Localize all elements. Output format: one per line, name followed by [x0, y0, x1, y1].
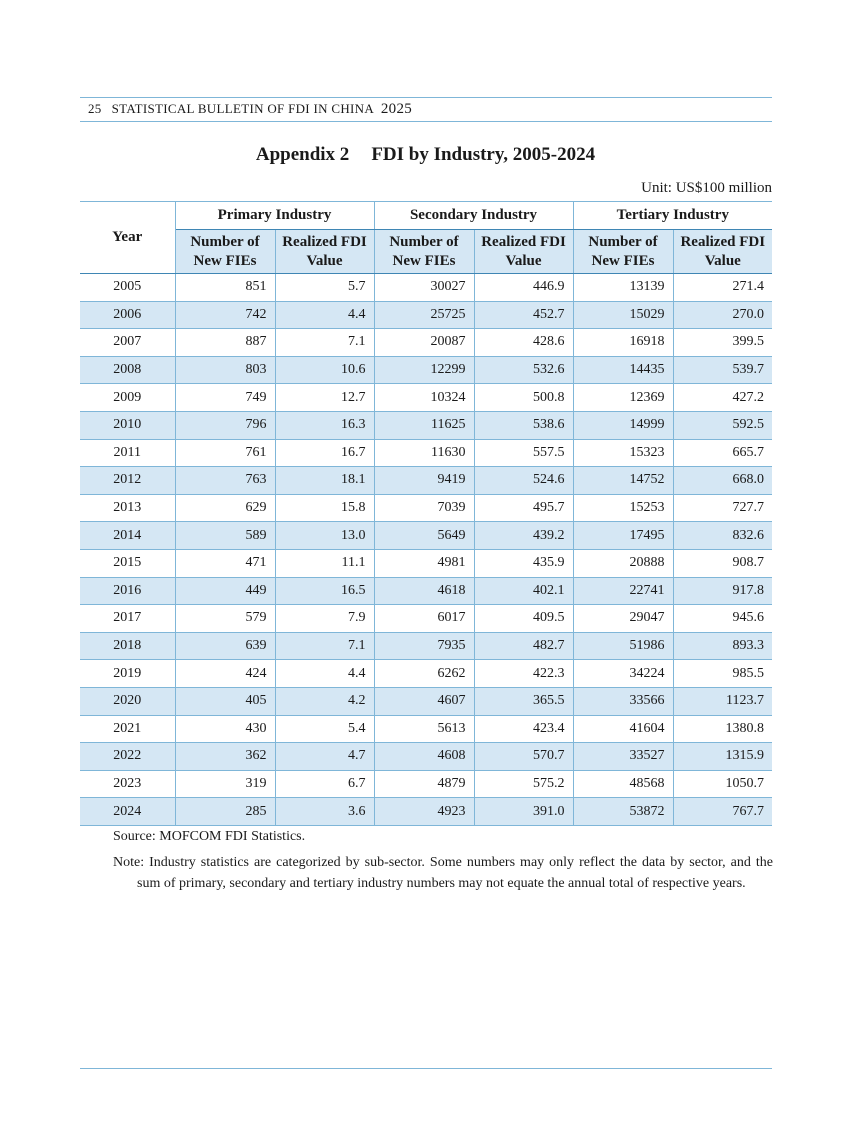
value-cell: 365.5 [474, 687, 573, 715]
value-cell: 11630 [374, 439, 474, 467]
value-cell: 15.8 [275, 494, 374, 522]
value-cell: 4607 [374, 687, 474, 715]
value-cell: 10324 [374, 384, 474, 412]
year-cell: 2007 [80, 329, 175, 357]
value-cell: 6017 [374, 605, 474, 633]
year-cell: 2011 [80, 439, 175, 467]
value-cell: 20888 [573, 549, 673, 577]
value-cell: 33566 [573, 687, 673, 715]
value-cell: 727.7 [673, 494, 772, 522]
year-cell: 2012 [80, 467, 175, 495]
subheader-line: Value [704, 252, 741, 269]
subheader-line: New FIEs [392, 252, 456, 269]
value-cell: 439.2 [474, 522, 573, 550]
value-cell: 4.7 [275, 743, 374, 771]
value-cell: 449 [175, 577, 275, 605]
publication-title: STATISTICAL BULLETIN OF FDI IN CHINA [111, 101, 374, 116]
value-cell: 4923 [374, 798, 474, 826]
value-cell: 13.0 [275, 522, 374, 550]
value-cell: 917.8 [673, 577, 772, 605]
value-cell: 4.4 [275, 301, 374, 329]
value-cell: 4.2 [275, 687, 374, 715]
year-cell: 2019 [80, 660, 175, 688]
value-cell: 524.6 [474, 467, 573, 495]
table-row [80, 356, 772, 384]
value-cell: 17495 [573, 522, 673, 550]
value-cell: 767.7 [673, 798, 772, 826]
table-row [80, 605, 772, 633]
value-cell: 5.4 [275, 715, 374, 743]
page-title [0, 144, 851, 166]
value-cell: 575.2 [474, 770, 573, 798]
year-cell: 2005 [80, 274, 175, 302]
table-row [80, 494, 772, 522]
header-rule-bottom [80, 121, 772, 122]
value-cell: 409.5 [474, 605, 573, 633]
value-cell: 15253 [573, 494, 673, 522]
value-cell: 4981 [374, 549, 474, 577]
value-cell: 803 [175, 356, 275, 384]
value-cell: 13139 [573, 274, 673, 302]
value-cell: 285 [175, 798, 275, 826]
value-cell: 6.7 [275, 770, 374, 798]
value-cell: 30027 [374, 274, 474, 302]
value-cell: 3.6 [275, 798, 374, 826]
value-cell: 271.4 [673, 274, 772, 302]
page-number: 25 [88, 101, 102, 116]
value-cell: 29047 [573, 605, 673, 633]
table-row [80, 384, 772, 412]
year-cell: 2022 [80, 743, 175, 771]
subheader-line: New FIEs [591, 252, 655, 269]
year-cell: 2008 [80, 356, 175, 384]
value-cell: 362 [175, 743, 275, 771]
table-row [80, 522, 772, 550]
table-row [80, 301, 772, 329]
year-cell: 2009 [80, 384, 175, 412]
value-cell: 25725 [374, 301, 474, 329]
year-cell: 2006 [80, 301, 175, 329]
value-cell: 495.7 [474, 494, 573, 522]
value-cell: 908.7 [673, 549, 772, 577]
value-cell: 452.7 [474, 301, 573, 329]
value-cell: 4618 [374, 577, 474, 605]
value-cell: 446.9 [474, 274, 573, 302]
value-cell: 589 [175, 522, 275, 550]
value-cell: 7.9 [275, 605, 374, 633]
value-cell: 500.8 [474, 384, 573, 412]
footnote [113, 852, 773, 894]
value-cell: 7039 [374, 494, 474, 522]
value-cell: 14752 [573, 467, 673, 495]
year-cell: 2010 [80, 411, 175, 439]
value-cell: 428.6 [474, 329, 573, 357]
year-cell: 2015 [80, 549, 175, 577]
table-row [80, 687, 772, 715]
value-cell: 399.5 [673, 329, 772, 357]
value-cell: 945.6 [673, 605, 772, 633]
value-cell: 402.1 [474, 577, 573, 605]
value-cell: 16.3 [275, 411, 374, 439]
value-cell: 10.6 [275, 356, 374, 384]
value-cell: 893.3 [673, 632, 772, 660]
subheader-line: Value [306, 252, 343, 269]
value-cell: 5649 [374, 522, 474, 550]
value-cell: 629 [175, 494, 275, 522]
subheader-line: New FIEs [193, 252, 257, 269]
year-cell: 2014 [80, 522, 175, 550]
value-cell: 1050.7 [673, 770, 772, 798]
sub-header-row [80, 230, 772, 274]
year-cell: 2020 [80, 687, 175, 715]
table-row [80, 770, 772, 798]
appendix-title: FDI by Industry, 2005-2024 [371, 144, 596, 165]
value-cell: 665.7 [673, 439, 772, 467]
subheader-realized-fdi-value [673, 230, 772, 274]
subheader-line: Realized FDI [680, 233, 766, 250]
year-cell: 2018 [80, 632, 175, 660]
value-cell: 539.7 [673, 356, 772, 384]
year-cell: 2021 [80, 715, 175, 743]
subheader-realized-fdi-value [474, 230, 573, 274]
table-row [80, 411, 772, 439]
subheader-new-fies [175, 230, 275, 274]
subheader-line: Realized FDI [481, 233, 566, 250]
value-cell: 14999 [573, 411, 673, 439]
value-cell: 5613 [374, 715, 474, 743]
value-cell: 48568 [573, 770, 673, 798]
value-cell: 557.5 [474, 439, 573, 467]
value-cell: 532.6 [474, 356, 573, 384]
value-cell: 4879 [374, 770, 474, 798]
value-cell: 14435 [573, 356, 673, 384]
value-cell: 763 [175, 467, 275, 495]
value-cell: 41604 [573, 715, 673, 743]
value-cell: 579 [175, 605, 275, 633]
value-cell: 1380.8 [673, 715, 772, 743]
value-cell: 15323 [573, 439, 673, 467]
value-cell: 4608 [374, 743, 474, 771]
value-cell: 34224 [573, 660, 673, 688]
value-cell: 570.7 [474, 743, 573, 771]
value-cell: 12369 [573, 384, 673, 412]
value-cell: 18.1 [275, 467, 374, 495]
value-cell: 424 [175, 660, 275, 688]
value-cell: 270.0 [673, 301, 772, 329]
value-cell: 851 [175, 274, 275, 302]
value-cell: 16.7 [275, 439, 374, 467]
header-rule-top [80, 97, 772, 98]
value-cell: 4.4 [275, 660, 374, 688]
subheader-line: Realized FDI [282, 233, 367, 250]
value-cell: 1315.9 [673, 743, 772, 771]
publication-year: 2025 [380, 101, 413, 117]
value-cell: 16.5 [275, 577, 374, 605]
year-header: Year [80, 202, 175, 274]
year-cell: 2016 [80, 577, 175, 605]
subheader-new-fies [374, 230, 474, 274]
value-cell: 319 [175, 770, 275, 798]
footnote-text: Note: Industry statistics are categorized by sub-sector. Some numbers may only reflect the data by sector, and the sum of primary, secondary and tertiary industry numbers may not equate the annual total of respective years. [113, 855, 773, 891]
value-cell: 985.5 [673, 660, 772, 688]
group-header-row [80, 202, 772, 230]
value-cell: 435.9 [474, 549, 573, 577]
table-row [80, 329, 772, 357]
running-header [88, 101, 412, 118]
value-cell: 1123.7 [673, 687, 772, 715]
value-cell: 471 [175, 549, 275, 577]
value-cell: 749 [175, 384, 275, 412]
source-note: Source: MOFCOM FDI Statistics. [113, 829, 306, 844]
unit-label: Unit: US$100 million [641, 180, 772, 196]
value-cell: 742 [175, 301, 275, 329]
table-row [80, 274, 772, 302]
year-cell: 2013 [80, 494, 175, 522]
value-cell: 11.1 [275, 549, 374, 577]
table-row [80, 743, 772, 771]
value-cell: 12.7 [275, 384, 374, 412]
value-cell: 11625 [374, 411, 474, 439]
year-cell: 2017 [80, 605, 175, 633]
value-cell: 592.5 [673, 411, 772, 439]
year-cell: 2023 [80, 770, 175, 798]
subheader-line: Number of [190, 233, 260, 250]
value-cell: 22741 [573, 577, 673, 605]
value-cell: 427.2 [673, 384, 772, 412]
value-cell: 761 [175, 439, 275, 467]
year-cell: 2024 [80, 798, 175, 826]
subheader-line: Number of [389, 233, 459, 250]
subheader-line: Value [505, 252, 542, 269]
value-cell: 422.3 [474, 660, 573, 688]
fdi-industry-table [80, 201, 772, 826]
table-row [80, 439, 772, 467]
value-cell: 15029 [573, 301, 673, 329]
value-cell: 51986 [573, 632, 673, 660]
value-cell: 9419 [374, 467, 474, 495]
table-row [80, 632, 772, 660]
value-cell: 832.6 [673, 522, 772, 550]
table-row [80, 549, 772, 577]
subheader-new-fies [573, 230, 673, 274]
table-row [80, 715, 772, 743]
table-row [80, 467, 772, 495]
appendix-label: Appendix 2 [255, 144, 350, 165]
value-cell: 7935 [374, 632, 474, 660]
value-cell: 7.1 [275, 632, 374, 660]
subheader-realized-fdi-value [275, 230, 374, 274]
value-cell: 53872 [573, 798, 673, 826]
value-cell: 5.7 [275, 274, 374, 302]
value-cell: 16918 [573, 329, 673, 357]
subheader-line: Number of [588, 233, 658, 250]
value-cell: 12299 [374, 356, 474, 384]
group-primary: Primary Industry [175, 202, 374, 230]
table-row [80, 577, 772, 605]
value-cell: 482.7 [474, 632, 573, 660]
value-cell: 391.0 [474, 798, 573, 826]
table-row [80, 660, 772, 688]
value-cell: 668.0 [673, 467, 772, 495]
value-cell: 887 [175, 329, 275, 357]
value-cell: 20087 [374, 329, 474, 357]
value-cell: 796 [175, 411, 275, 439]
value-cell: 538.6 [474, 411, 573, 439]
value-cell: 639 [175, 632, 275, 660]
value-cell: 430 [175, 715, 275, 743]
value-cell: 423.4 [474, 715, 573, 743]
value-cell: 33527 [573, 743, 673, 771]
table-body [80, 274, 772, 826]
table-row [80, 798, 772, 826]
group-tertiary: Tertiary Industry [573, 202, 772, 230]
footer-rule [80, 1068, 772, 1069]
value-cell: 7.1 [275, 329, 374, 357]
value-cell: 405 [175, 687, 275, 715]
value-cell: 6262 [374, 660, 474, 688]
group-secondary: Secondary Industry [374, 202, 573, 230]
